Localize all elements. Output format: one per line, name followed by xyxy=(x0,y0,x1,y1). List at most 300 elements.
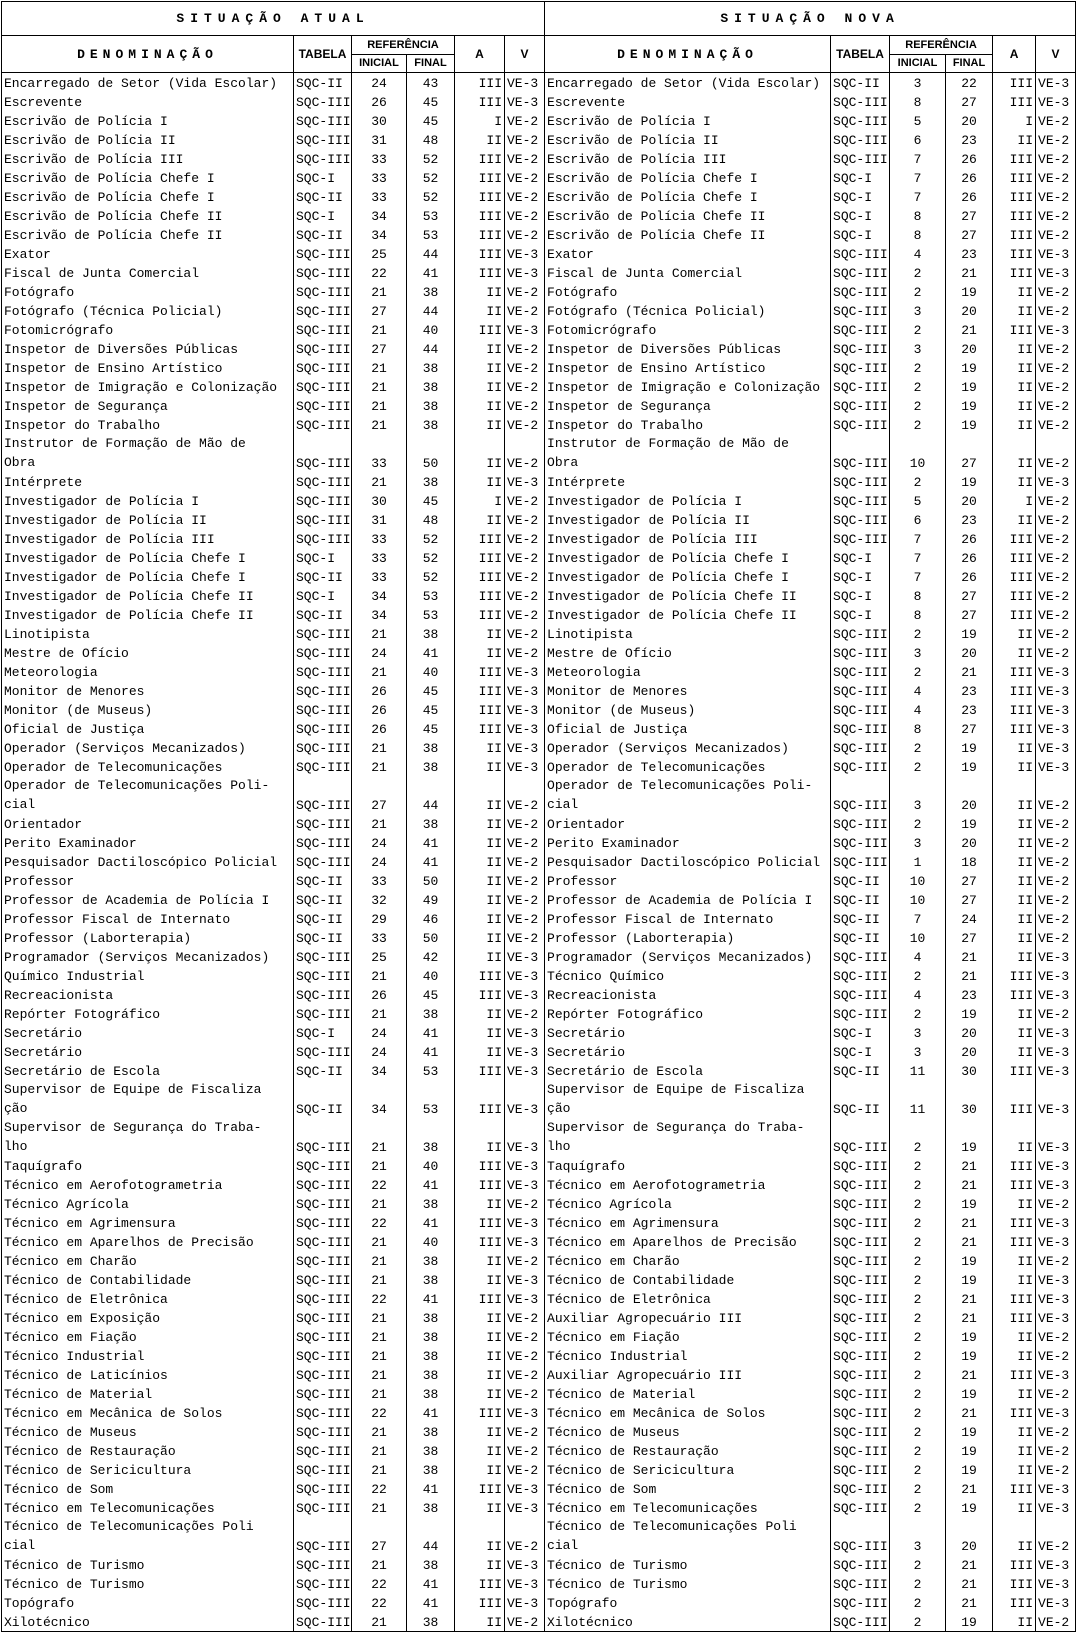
new-v-cell: VE-2 xyxy=(1036,434,1076,472)
table-row xyxy=(2,1479,1076,1498)
old-a-cell: III xyxy=(455,206,505,225)
new-table-cell: SQC-III xyxy=(831,1308,890,1327)
new-denomination-cell: Inspetor de Ensino Artístico xyxy=(545,358,831,377)
old-table-cell: SQC-III xyxy=(294,757,352,776)
old-v-cell: VE-2 xyxy=(505,643,545,662)
table-row xyxy=(2,700,1076,719)
old-a-cell: II xyxy=(455,909,505,928)
new-table-cell: SQC-III xyxy=(831,510,890,529)
old-final-cell: 49 xyxy=(407,890,455,909)
old-v-cell: VE-2 xyxy=(505,1346,545,1365)
new-table-cell: SQC-III xyxy=(831,529,890,548)
new-table-cell: SQC-III xyxy=(831,776,890,814)
new-final-cell: 19 xyxy=(946,1498,993,1517)
old-final-cell: 52 xyxy=(407,567,455,586)
old-denomination-cell: Linotipista xyxy=(2,624,294,643)
new-v-cell: VE-2 xyxy=(1036,605,1076,624)
old-v-cell: VE-2 xyxy=(505,282,545,301)
old-final-cell: 45 xyxy=(407,719,455,738)
new-v-cell: VE-2 xyxy=(1036,1327,1076,1346)
old-v-cell: VE-2 xyxy=(505,928,545,947)
new-initial-cell: 2 xyxy=(890,377,946,396)
table-row xyxy=(2,263,1076,282)
new-v-cell: VE-2 xyxy=(1036,1384,1076,1403)
new-v-cell: VE-2 xyxy=(1036,1004,1076,1023)
table-row xyxy=(2,168,1076,187)
old-a-cell: III xyxy=(455,244,505,263)
new-a-cell: II xyxy=(993,377,1036,396)
old-denomination-cell: Técnico em Agrimensura xyxy=(2,1213,294,1232)
old-table-cell: SQC-III xyxy=(294,1327,352,1346)
table-row xyxy=(2,1118,1076,1156)
old-v-cell: VE-2 xyxy=(505,852,545,871)
old-a-cell: III xyxy=(455,1080,505,1118)
old-v-cell: VE-3 xyxy=(505,1042,545,1061)
new-initial-cell: 2 xyxy=(890,472,946,491)
old-table-cell: SQC-III xyxy=(294,1308,352,1327)
new-a-cell: II xyxy=(993,1346,1036,1365)
old-table-cell: SQC-III xyxy=(294,339,352,358)
new-table-cell: SQC-III xyxy=(831,643,890,662)
new-initial-cell: 2 xyxy=(890,1460,946,1479)
new-v-cell: VE-3 xyxy=(1036,1080,1076,1118)
header-a-new: A xyxy=(993,36,1036,73)
section-new-title: SITUAÇÃO NOVA xyxy=(545,2,1076,36)
new-table-cell: SQC-III xyxy=(831,149,890,168)
old-initial-cell: 21 xyxy=(352,1251,407,1270)
old-initial-cell: 21 xyxy=(352,415,407,434)
old-final-cell: 41 xyxy=(407,1042,455,1061)
old-v-cell: VE-2 xyxy=(505,415,545,434)
old-v-cell: VE-3 xyxy=(505,1156,545,1175)
header-v-new: V xyxy=(1036,36,1076,73)
new-v-cell: VE-3 xyxy=(1036,947,1076,966)
old-a-cell: II xyxy=(455,947,505,966)
old-table-cell: SQC-III xyxy=(294,1479,352,1498)
old-v-cell: VE-3 xyxy=(505,244,545,263)
old-a-cell: II xyxy=(455,852,505,871)
table-row xyxy=(2,510,1076,529)
old-initial-cell: 21 xyxy=(352,1555,407,1574)
old-a-cell: II xyxy=(455,1118,505,1156)
old-v-cell: VE-2 xyxy=(505,1308,545,1327)
old-table-cell: SQC-III xyxy=(294,377,352,396)
old-final-cell: 38 xyxy=(407,738,455,757)
table-row xyxy=(2,776,1076,814)
table-row xyxy=(2,206,1076,225)
old-v-cell: VE-3 xyxy=(505,1023,545,1042)
old-final-cell: 41 xyxy=(407,1479,455,1498)
new-v-cell: VE-2 xyxy=(1036,1460,1076,1479)
new-v-cell: VE-2 xyxy=(1036,358,1076,377)
new-v-cell: VE-2 xyxy=(1036,301,1076,320)
old-table-cell: SQC-II xyxy=(294,1080,352,1118)
old-final-cell: 44 xyxy=(407,776,455,814)
old-a-cell: III xyxy=(455,529,505,548)
new-final-cell: 30 xyxy=(946,1080,993,1118)
old-initial-cell: 26 xyxy=(352,719,407,738)
new-final-cell: 20 xyxy=(946,1042,993,1061)
old-v-cell: VE-3 xyxy=(505,966,545,985)
old-final-cell: 38 xyxy=(407,1251,455,1270)
new-denomination-cell: Técnico de Material xyxy=(545,1384,831,1403)
table-row xyxy=(2,1251,1076,1270)
old-v-cell: VE-2 xyxy=(505,567,545,586)
new-initial-cell: 2 xyxy=(890,1308,946,1327)
old-a-cell: III xyxy=(455,1156,505,1175)
old-initial-cell: 21 xyxy=(352,396,407,415)
new-denomination-cell: Perito Examinador xyxy=(545,833,831,852)
old-table-cell: SQC-II xyxy=(294,567,352,586)
new-final-cell: 21 xyxy=(946,1213,993,1232)
new-final-cell: 19 xyxy=(946,472,993,491)
new-v-cell: VE-3 xyxy=(1036,700,1076,719)
old-a-cell: II xyxy=(455,1346,505,1365)
new-table-cell: SQC-III xyxy=(831,92,890,111)
table-row xyxy=(2,1384,1076,1403)
new-final-cell: 21 xyxy=(946,1232,993,1251)
new-denomination-cell: Técnico de Restauração xyxy=(545,1441,831,1460)
new-a-cell: III xyxy=(993,567,1036,586)
old-a-cell: III xyxy=(455,605,505,624)
old-initial-cell: 25 xyxy=(352,244,407,263)
old-table-cell: SQC-III xyxy=(294,776,352,814)
new-final-cell: 27 xyxy=(946,225,993,244)
old-v-cell: VE-3 xyxy=(505,1061,545,1080)
old-final-cell: 40 xyxy=(407,320,455,339)
new-denomination-cell: Operador de Telecomunicações Poli- cial xyxy=(545,776,831,814)
old-initial-cell: 21 xyxy=(352,1232,407,1251)
new-denomination-cell: Encarregado de Setor (Vida Escolar) xyxy=(545,73,831,93)
new-a-cell: II xyxy=(993,434,1036,472)
new-a-cell: I xyxy=(993,111,1036,130)
old-initial-cell: 22 xyxy=(352,1479,407,1498)
new-a-cell: II xyxy=(993,301,1036,320)
new-denomination-cell: Fotógrafo (Técnica Policial) xyxy=(545,301,831,320)
new-initial-cell: 2 xyxy=(890,358,946,377)
table-row xyxy=(2,1327,1076,1346)
new-a-cell: II xyxy=(993,1498,1036,1517)
new-initial-cell: 2 xyxy=(890,1593,946,1612)
old-final-cell: 41 xyxy=(407,1175,455,1194)
old-initial-cell: 21 xyxy=(352,472,407,491)
new-a-cell: III xyxy=(993,320,1036,339)
old-denomination-cell: Encarregado de Setor (Vida Escolar) xyxy=(2,73,294,93)
new-denomination-cell: Taquígrafo xyxy=(545,1156,831,1175)
old-a-cell: III xyxy=(455,320,505,339)
new-table-cell: SQC-I xyxy=(831,1042,890,1061)
old-initial-cell: 33 xyxy=(352,548,407,567)
new-v-cell: VE-3 xyxy=(1036,1289,1076,1308)
new-v-cell: VE-3 xyxy=(1036,966,1076,985)
new-denomination-cell: Exator xyxy=(545,244,831,263)
new-denomination-cell: Orientador xyxy=(545,814,831,833)
new-v-cell: VE-2 xyxy=(1036,1194,1076,1213)
old-initial-cell: 27 xyxy=(352,339,407,358)
new-a-cell: II xyxy=(993,776,1036,814)
new-table-cell: SQC-III xyxy=(831,396,890,415)
old-v-cell: VE-2 xyxy=(505,149,545,168)
old-v-cell: VE-3 xyxy=(505,985,545,1004)
new-denomination-cell: Técnico Químico xyxy=(545,966,831,985)
new-final-cell: 21 xyxy=(946,1365,993,1384)
old-v-cell: VE-2 xyxy=(505,187,545,206)
old-initial-cell: 21 xyxy=(352,1498,407,1517)
new-denomination-cell: Programador (Serviços Mecanizados) xyxy=(545,947,831,966)
old-initial-cell: 30 xyxy=(352,491,407,510)
old-denomination-cell: Técnico em Aparelhos de Precisão xyxy=(2,1232,294,1251)
new-a-cell: II xyxy=(993,1327,1036,1346)
new-final-cell: 20 xyxy=(946,111,993,130)
old-final-cell: 45 xyxy=(407,92,455,111)
old-final-cell: 40 xyxy=(407,1232,455,1251)
old-table-cell: SQC-I xyxy=(294,586,352,605)
new-final-cell: 21 xyxy=(946,1403,993,1422)
new-initial-cell: 3 xyxy=(890,301,946,320)
new-a-cell: II xyxy=(993,871,1036,890)
old-denomination-cell: Técnico de Restauração xyxy=(2,1441,294,1460)
old-v-cell: VE-2 xyxy=(505,605,545,624)
new-initial-cell: 8 xyxy=(890,719,946,738)
old-v-cell: VE-3 xyxy=(505,738,545,757)
new-v-cell: VE-2 xyxy=(1036,510,1076,529)
new-initial-cell: 8 xyxy=(890,605,946,624)
new-table-cell: SQC-III xyxy=(831,814,890,833)
old-a-cell: II xyxy=(455,301,505,320)
old-a-cell: II xyxy=(455,1384,505,1403)
new-table-cell: SQC-III xyxy=(831,852,890,871)
new-final-cell: 20 xyxy=(946,1517,993,1555)
old-v-cell: VE-2 xyxy=(505,624,545,643)
new-a-cell: II xyxy=(993,738,1036,757)
new-table-cell: SQC-III xyxy=(831,1384,890,1403)
old-table-cell: SQC-III xyxy=(294,301,352,320)
new-final-cell: 26 xyxy=(946,529,993,548)
new-final-cell: 27 xyxy=(946,92,993,111)
old-initial-cell: 21 xyxy=(352,1384,407,1403)
old-final-cell: 53 xyxy=(407,225,455,244)
new-table-cell: SQC-III xyxy=(831,624,890,643)
new-denomination-cell: Fotógrafo xyxy=(545,282,831,301)
new-v-cell: VE-3 xyxy=(1036,1232,1076,1251)
new-final-cell: 26 xyxy=(946,187,993,206)
old-denomination-cell: Escrivão de Polícia III xyxy=(2,149,294,168)
table-row xyxy=(2,909,1076,928)
new-initial-cell: 2 xyxy=(890,1555,946,1574)
new-final-cell: 21 xyxy=(946,1308,993,1327)
new-a-cell: III xyxy=(993,149,1036,168)
new-v-cell: VE-2 xyxy=(1036,149,1076,168)
old-denomination-cell: Técnico de Contabilidade xyxy=(2,1270,294,1289)
new-a-cell: II xyxy=(993,282,1036,301)
old-a-cell: III xyxy=(455,263,505,282)
new-initial-cell: 6 xyxy=(890,130,946,149)
old-denomination-cell: Fiscal de Junta Comercial xyxy=(2,263,294,282)
new-denomination-cell: Secretário de Escola xyxy=(545,1061,831,1080)
old-initial-cell: 24 xyxy=(352,852,407,871)
old-denomination-cell: Supervisor de Equipe de Fiscaliza ção xyxy=(2,1080,294,1118)
old-initial-cell: 33 xyxy=(352,187,407,206)
new-a-cell: III xyxy=(993,586,1036,605)
new-a-cell: III xyxy=(993,1213,1036,1232)
new-a-cell: I xyxy=(993,491,1036,510)
new-a-cell: II xyxy=(993,624,1036,643)
old-v-cell: VE-3 xyxy=(505,92,545,111)
new-denomination-cell: Técnico em Mecânica de Solos xyxy=(545,1403,831,1422)
new-a-cell: II xyxy=(993,947,1036,966)
old-a-cell: II xyxy=(455,130,505,149)
new-final-cell: 23 xyxy=(946,681,993,700)
old-denomination-cell: Técnico de Eletrônica xyxy=(2,1289,294,1308)
new-initial-cell: 2 xyxy=(890,662,946,681)
table-row xyxy=(2,358,1076,377)
old-denomination-cell: Secretário xyxy=(2,1023,294,1042)
new-a-cell: II xyxy=(993,1422,1036,1441)
table-row xyxy=(2,1175,1076,1194)
new-table-cell: SQC-III xyxy=(831,1346,890,1365)
old-v-cell: VE-2 xyxy=(505,130,545,149)
new-table-cell: SQC-III xyxy=(831,700,890,719)
new-final-cell: 19 xyxy=(946,1327,993,1346)
old-v-cell: VE-2 xyxy=(505,1517,545,1555)
new-a-cell: III xyxy=(993,719,1036,738)
new-initial-cell: 2 xyxy=(890,1403,946,1422)
new-denomination-cell: Inspetor de Imigração e Colonização xyxy=(545,377,831,396)
old-final-cell: 41 xyxy=(407,852,455,871)
table-row xyxy=(2,586,1076,605)
old-a-cell: III xyxy=(455,1213,505,1232)
old-final-cell: 50 xyxy=(407,928,455,947)
old-table-cell: SQC-III xyxy=(294,700,352,719)
new-initial-cell: 8 xyxy=(890,586,946,605)
old-initial-cell: 33 xyxy=(352,168,407,187)
new-a-cell: III xyxy=(993,263,1036,282)
new-a-cell: II xyxy=(993,510,1036,529)
new-a-cell: II xyxy=(993,1460,1036,1479)
old-table-cell: SQC-III xyxy=(294,491,352,510)
new-final-cell: 26 xyxy=(946,567,993,586)
new-table-cell: SQC-I xyxy=(831,548,890,567)
old-a-cell: III xyxy=(455,73,505,93)
new-a-cell: II xyxy=(993,130,1036,149)
old-table-cell: SQC-III xyxy=(294,1555,352,1574)
old-final-cell: 42 xyxy=(407,947,455,966)
old-initial-cell: 21 xyxy=(352,1118,407,1156)
new-initial-cell: 2 xyxy=(890,1384,946,1403)
new-initial-cell: 6 xyxy=(890,510,946,529)
new-initial-cell: 2 xyxy=(890,1270,946,1289)
new-v-cell: VE-3 xyxy=(1036,1118,1076,1156)
table-row xyxy=(2,605,1076,624)
old-denomination-cell: Técnico Agrícola xyxy=(2,1194,294,1213)
header-initial-new: INICIAL xyxy=(890,55,946,73)
old-denomination-cell: Monitor de Menores xyxy=(2,681,294,700)
new-initial-cell: 8 xyxy=(890,92,946,111)
new-final-cell: 18 xyxy=(946,852,993,871)
old-table-cell: SQC-I xyxy=(294,168,352,187)
old-a-cell: II xyxy=(455,1270,505,1289)
old-v-cell: VE-2 xyxy=(505,1251,545,1270)
old-v-cell: VE-2 xyxy=(505,168,545,187)
old-v-cell: VE-3 xyxy=(505,1175,545,1194)
old-a-cell: II xyxy=(455,415,505,434)
new-table-cell: SQC-III xyxy=(831,434,890,472)
old-a-cell: III xyxy=(455,662,505,681)
new-table-cell: SQC-III xyxy=(831,738,890,757)
old-v-cell: VE-3 xyxy=(505,472,545,491)
new-initial-cell: 3 xyxy=(890,776,946,814)
new-v-cell: VE-3 xyxy=(1036,719,1076,738)
old-a-cell: II xyxy=(455,1460,505,1479)
new-v-cell: VE-2 xyxy=(1036,852,1076,871)
new-a-cell: II xyxy=(993,1612,1036,1632)
new-initial-cell: 8 xyxy=(890,225,946,244)
old-table-cell: SQC-III xyxy=(294,1441,352,1460)
old-a-cell: III xyxy=(455,966,505,985)
new-final-cell: 21 xyxy=(946,263,993,282)
old-denomination-cell: Inspetor de Segurança xyxy=(2,396,294,415)
table-row xyxy=(2,111,1076,130)
old-table-cell: SQC-III xyxy=(294,1365,352,1384)
new-v-cell: VE-2 xyxy=(1036,282,1076,301)
new-table-cell: SQC-III xyxy=(831,491,890,510)
header-final: FINAL xyxy=(407,55,455,73)
old-a-cell: I xyxy=(455,111,505,130)
old-v-cell: VE-2 xyxy=(505,1384,545,1403)
new-denomination-cell: Operador (Serviços Mecanizados) xyxy=(545,738,831,757)
new-v-cell: VE-2 xyxy=(1036,1441,1076,1460)
old-initial-cell: 24 xyxy=(352,643,407,662)
old-final-cell: 41 xyxy=(407,643,455,662)
new-denomination-cell: Técnico de Museus xyxy=(545,1422,831,1441)
old-table-cell: SQC-II xyxy=(294,1061,352,1080)
table-row xyxy=(2,187,1076,206)
old-table-cell: SQC-III xyxy=(294,415,352,434)
new-a-cell: III xyxy=(993,605,1036,624)
old-final-cell: 52 xyxy=(407,548,455,567)
new-denomination-cell: Escrivão de Polícia III xyxy=(545,149,831,168)
old-final-cell: 45 xyxy=(407,111,455,130)
old-a-cell: I xyxy=(455,491,505,510)
new-denomination-cell: Técnico de Turismo xyxy=(545,1574,831,1593)
old-table-cell: SQC-II xyxy=(294,890,352,909)
old-table-cell: SQC-III xyxy=(294,1517,352,1555)
new-table-cell: SQC-III xyxy=(831,1460,890,1479)
new-denomination-cell: Secretário xyxy=(545,1023,831,1042)
new-denomination-cell: Escrivão de Polícia Chefe II xyxy=(545,206,831,225)
new-table-cell: SQC-I xyxy=(831,225,890,244)
new-final-cell: 23 xyxy=(946,244,993,263)
new-a-cell: II xyxy=(993,1384,1036,1403)
old-denomination-cell: Secretário de Escola xyxy=(2,1061,294,1080)
new-v-cell: VE-2 xyxy=(1036,586,1076,605)
new-final-cell: 20 xyxy=(946,491,993,510)
old-initial-cell: 21 xyxy=(352,320,407,339)
header-initial: INICIAL xyxy=(352,55,407,73)
new-initial-cell: 2 xyxy=(890,1175,946,1194)
new-a-cell: II xyxy=(993,833,1036,852)
new-initial-cell: 2 xyxy=(890,1194,946,1213)
table-row xyxy=(2,548,1076,567)
table-row xyxy=(2,1498,1076,1517)
new-a-cell: II xyxy=(993,643,1036,662)
old-final-cell: 53 xyxy=(407,206,455,225)
old-denomination-cell: Taquígrafo xyxy=(2,1156,294,1175)
old-v-cell: VE-2 xyxy=(505,358,545,377)
old-final-cell: 45 xyxy=(407,700,455,719)
old-initial-cell: 21 xyxy=(352,1004,407,1023)
old-denomination-cell: Professor (Laborterapia) xyxy=(2,928,294,947)
